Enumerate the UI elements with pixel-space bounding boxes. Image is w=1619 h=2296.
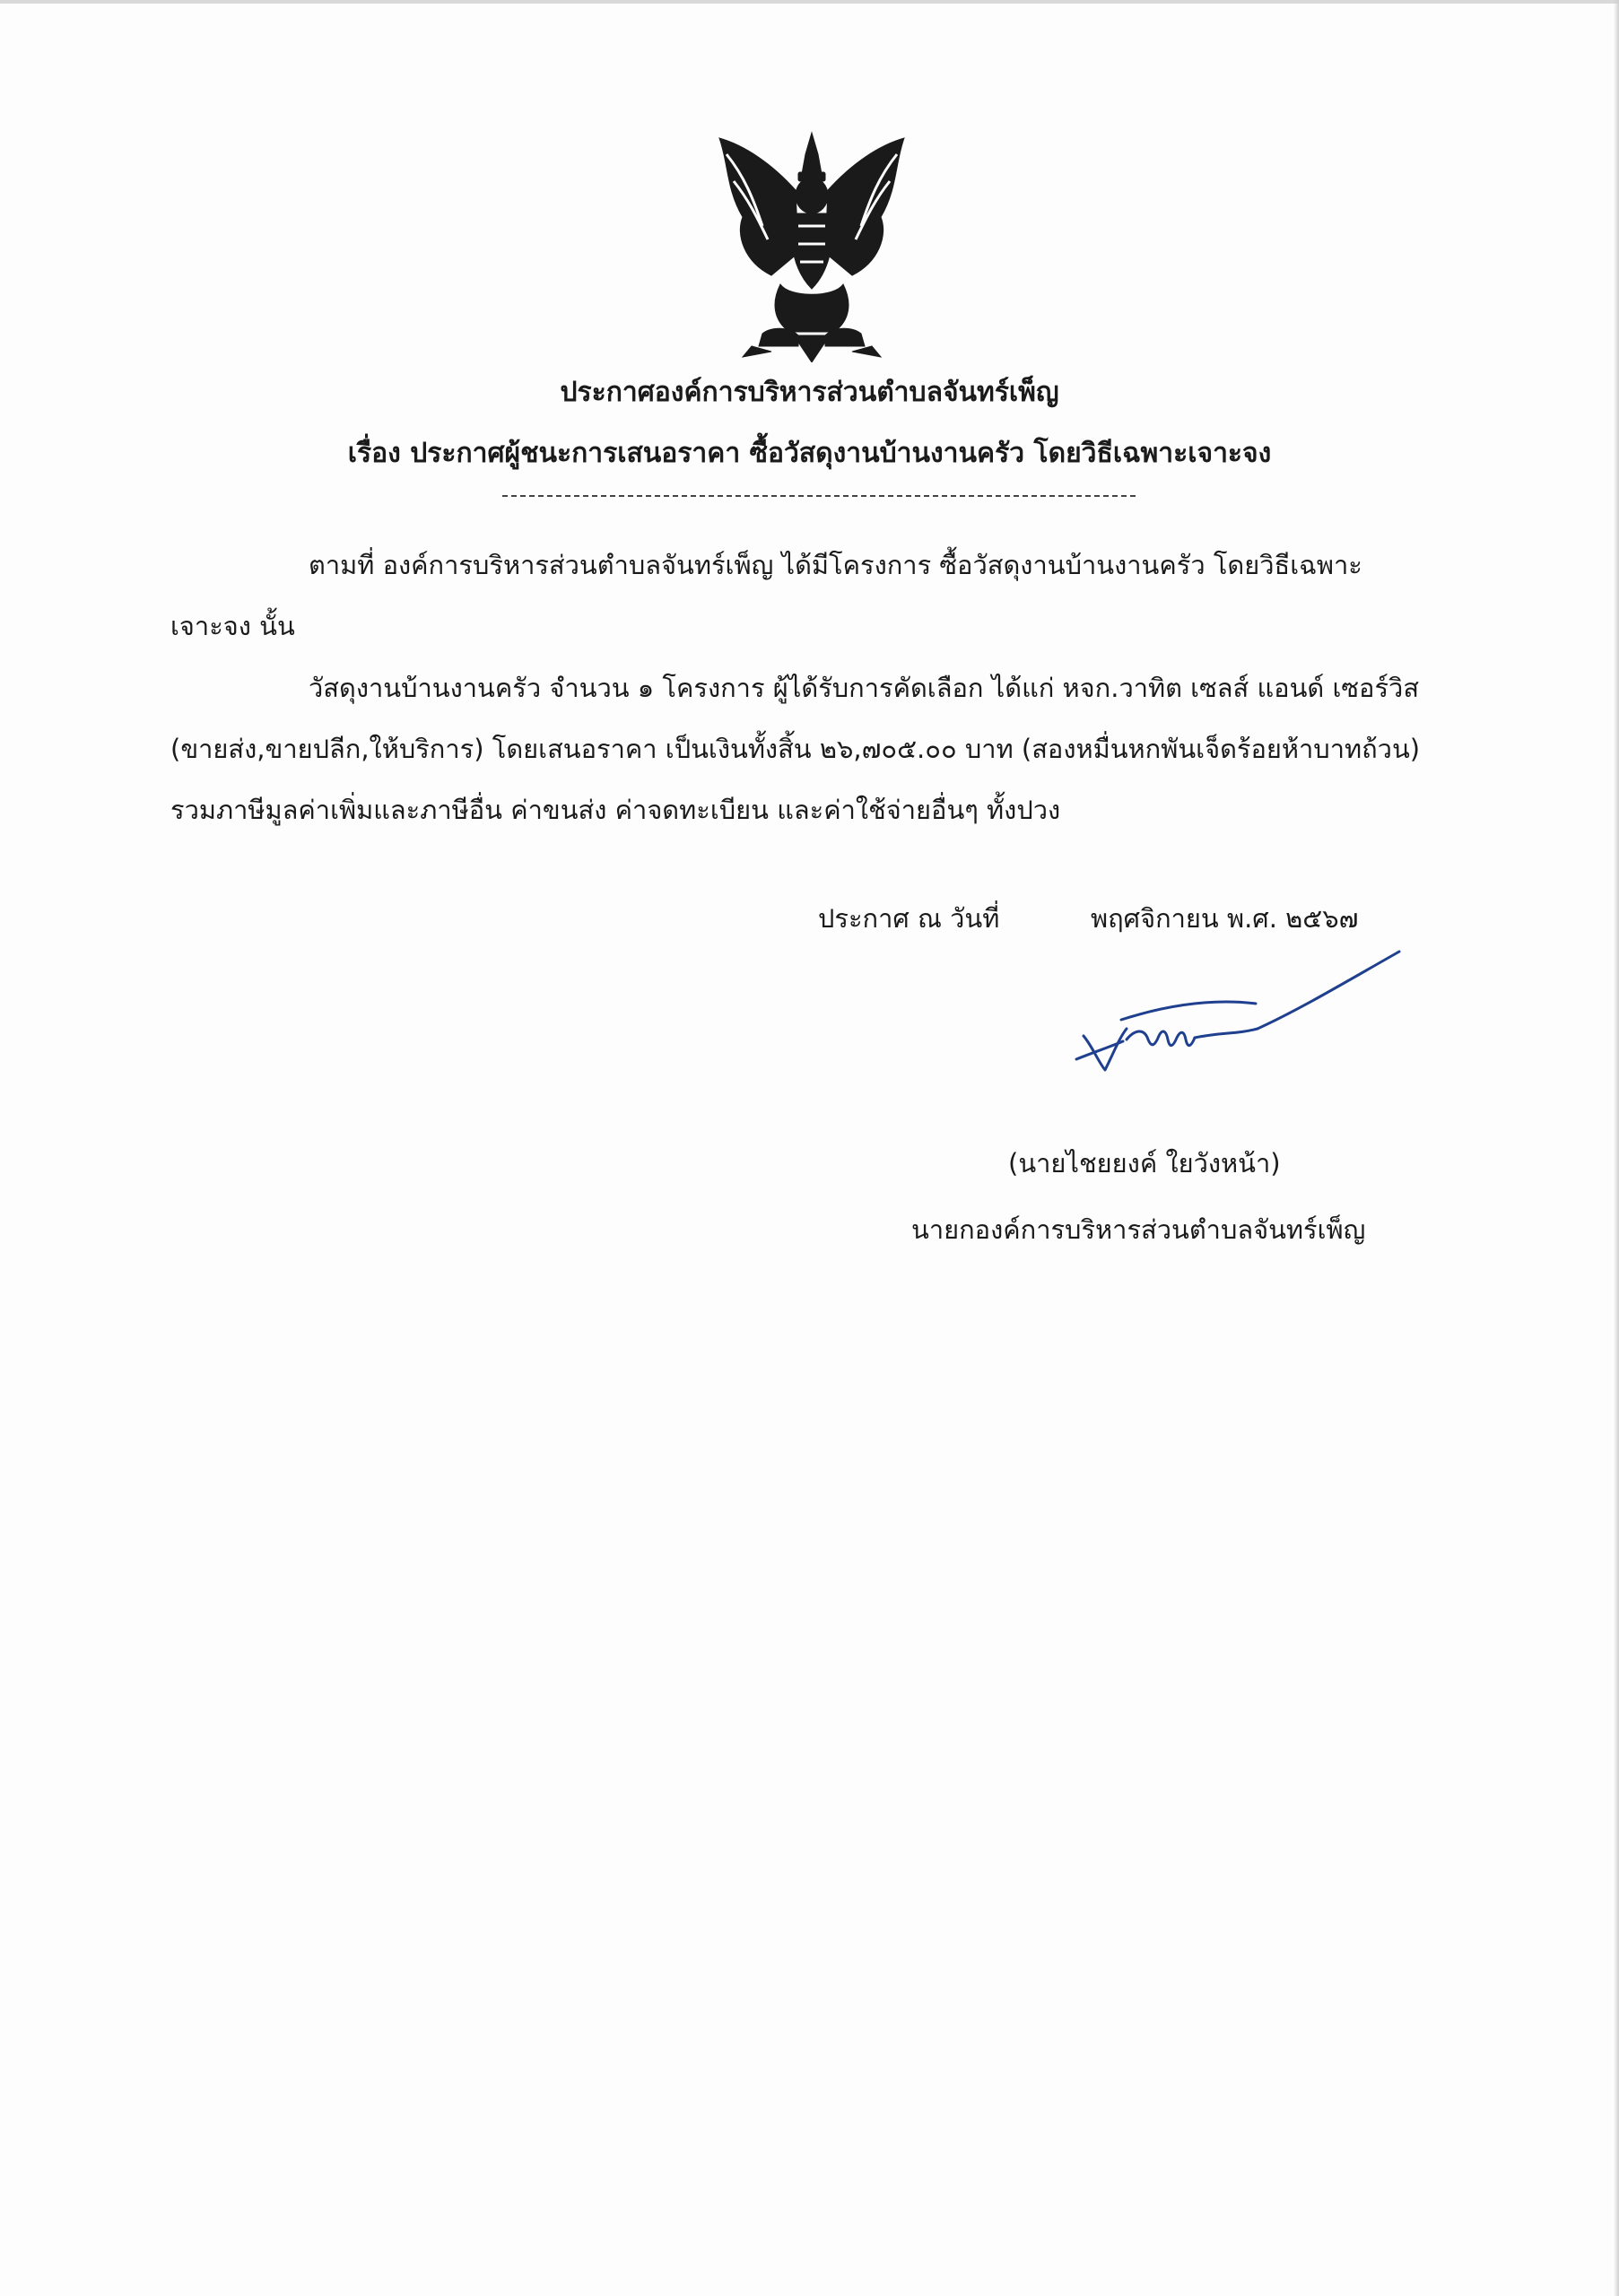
document-title: ประกาศองค์การบริหารส่วนตำบลจันทร์เพ็ญ <box>560 377 1059 408</box>
paragraph-2-line-1: วัสดุงานบ้านงานครัว จำนวน ๑ โครงการ ผู้ได้รับการคัดเลือก ได้แก่ หจก.วาทิต เซลส์ แอนด์ เซอร์วิส <box>309 673 1420 703</box>
paragraph-1-line-1: ตามที่ องค์การบริหารส่วนตำบลจันทร์เพ็ญ ได้มีโครงการ ซื้อวัสดุงานบ้านงานครัว โดยวิธีเฉพาะ <box>309 550 1362 580</box>
handwritten-signature-icon <box>1067 946 1408 1090</box>
paragraph-1-line-2: เจาะจง นั้น <box>170 611 295 641</box>
signer-position: นายกองค์การบริหารส่วนตำบลจันทร์เพ็ญ <box>911 1214 1366 1245</box>
signer-name: (นายไชยยงค์ ใยวังหน้า) <box>1008 1148 1281 1178</box>
title-divider <box>502 495 1136 497</box>
announcement-date-month-year: พฤศจิกายน พ.ศ. ๒๕๖๗ <box>1091 903 1359 934</box>
announcement-date-prefix: ประกาศ ณ วันที่ <box>818 903 1000 934</box>
scan-edge-top <box>0 0 1619 4</box>
scan-edge-right <box>1614 0 1619 2296</box>
paragraph-2-line-2: (ขายส่ง,ขายปลีก,ให้บริการ) โดยเสนอราคา เป็นเงินทั้งสิ้น ๒๖,๗๐๕.๐๐ บาท (สองหมื่นหกพันเจ็ดร้อยห้าบาทถ้วน) <box>170 734 1421 764</box>
document-subject: เรื่อง ประกาศผู้ชนะการเสนอราคา ซื้อวัสดุงานบ้านงานครัว โดยวิธีเฉพาะเจาะจง <box>347 438 1272 469</box>
garuda-emblem-icon <box>709 127 915 362</box>
paragraph-2-line-3: รวมภาษีมูลค่าเพิ่มและภาษีอื่น ค่าขนส่ง ค่าจดทะเบียน และค่าใช้จ่ายอื่นๆ ทั้งปวง <box>170 795 1061 825</box>
